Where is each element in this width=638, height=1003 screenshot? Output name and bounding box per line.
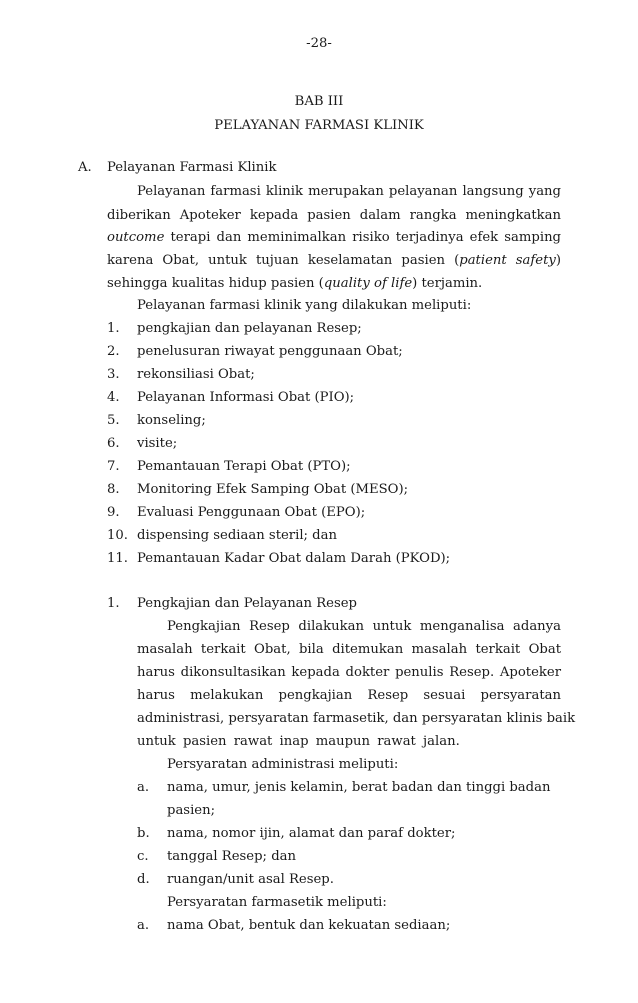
list-item-text: Monitoring Efek Samping Obat (MESO); (137, 482, 409, 497)
list-item-number: 2. (107, 344, 120, 359)
list-item-text: penelusuran riwayat penggunaan Obat; (137, 344, 403, 359)
italic-term: outcome (107, 230, 165, 245)
list-item-number: 10. (107, 528, 128, 543)
section-a-para-line: karena Obat, untuk tujuan keselamatan pasien (patient safety) (107, 253, 561, 268)
list-item-text: Evaluasi Penggunaan Obat (EPO); (137, 505, 366, 520)
subsection-para-line: harus melakukan pengkajian Resep sesuai persyaratan (137, 688, 561, 703)
pharma-item-marker: a. (137, 918, 150, 933)
subsection-para-line: untuk pasien rawat inap maupun rawat jalan. (137, 734, 460, 749)
chapter-heading: BAB III (294, 94, 344, 109)
list-item-text: Pemantauan Terapi Obat (PTO); (137, 459, 351, 474)
list-item-number: 6. (107, 436, 120, 451)
list-item-text: rekonsiliasi Obat; (137, 367, 255, 382)
subsection-1-title: Pengkajian dan Pelayanan Resep (137, 596, 357, 611)
section-a-para-line: Pelayanan farmasi klinik merupakan pelayanan langsung yang (137, 184, 561, 199)
chapter-title: PELAYANAN FARMASI KLINIK (214, 118, 424, 133)
list-item-text: pengkajian dan pelayanan Resep; (137, 321, 362, 336)
pharma-requirements-intro: Persyaratan farmasetik meliputi: (167, 895, 387, 910)
list-item-text: Pemantauan Kadar Obat dalam Darah (PKOD); (137, 551, 451, 566)
subsection-para-line: Pengkajian Resep dilakukan untuk menganalisa adanya (167, 619, 561, 634)
subsection-para-line: masalah terkait Obat, bila ditemukan masalah terkait Obat (137, 642, 561, 657)
list-intro: Pelayanan farmasi klinik yang dilakukan meliputi: (137, 298, 472, 313)
italic-term: quality of life (323, 276, 413, 291)
list-item-number: 9. (107, 505, 120, 520)
section-a-para-line: diberikan Apoteker kepada pasien dalam rangka meningkatkan (107, 208, 561, 223)
admin-item-marker: a. (137, 780, 150, 795)
list-item-text: dispensing sediaan steril; dan (137, 528, 337, 543)
list-item-number: 5. (107, 413, 120, 428)
list-item-number: 3. (107, 367, 120, 382)
list-item-number: 1. (107, 321, 120, 336)
pharma-item-text: nama Obat, bentuk dan kekuatan sediaan; (167, 918, 451, 933)
subsection-1-marker: 1. (107, 596, 120, 611)
subsection-para-line: harus dikonsultasikan kepada dokter penulis Resep. Apoteker (137, 665, 561, 680)
admin-item-text: ruangan/unit asal Resep. (167, 872, 334, 887)
section-a-title: Pelayanan Farmasi Klinik (107, 160, 277, 175)
list-item-text: konseling; (137, 413, 206, 428)
admin-item-text: tanggal Resep; dan (167, 849, 296, 864)
section-a-para-line: sehingga kualitas hidup pasien (quality of life) terjamin. (107, 276, 483, 291)
admin-item-marker: d. (137, 872, 150, 887)
admin-item-text: nama, umur, jenis kelamin, berat badan dan tinggi badan (167, 780, 551, 795)
section-a-marker: A. (78, 160, 92, 175)
admin-item-text: nama, nomor ijin, alamat dan paraf dokter; (167, 826, 456, 841)
list-item-number: 8. (107, 482, 120, 497)
list-item-number: 4. (107, 390, 120, 405)
section-a-para-line: outcome terapi dan meminimalkan risiko terjadinya efek samping (107, 230, 561, 245)
italic-term: patient safety (459, 253, 556, 268)
list-item-number: 7. (107, 459, 120, 474)
admin-item-marker: b. (137, 826, 150, 841)
admin-item-marker: c. (137, 849, 149, 864)
subsection-para-line: administrasi, persyaratan farmasetik, dan persyaratan klinis baik (137, 711, 576, 726)
list-item-number: 11. (107, 551, 128, 566)
list-item-text: visite; (137, 436, 178, 451)
admin-requirements-intro: Persyaratan administrasi meliputi: (167, 757, 399, 772)
list-item-text: Pelayanan Informasi Obat (PIO); (137, 390, 355, 405)
page-number: -28- (306, 36, 332, 51)
admin-item-text: pasien; (167, 803, 216, 818)
